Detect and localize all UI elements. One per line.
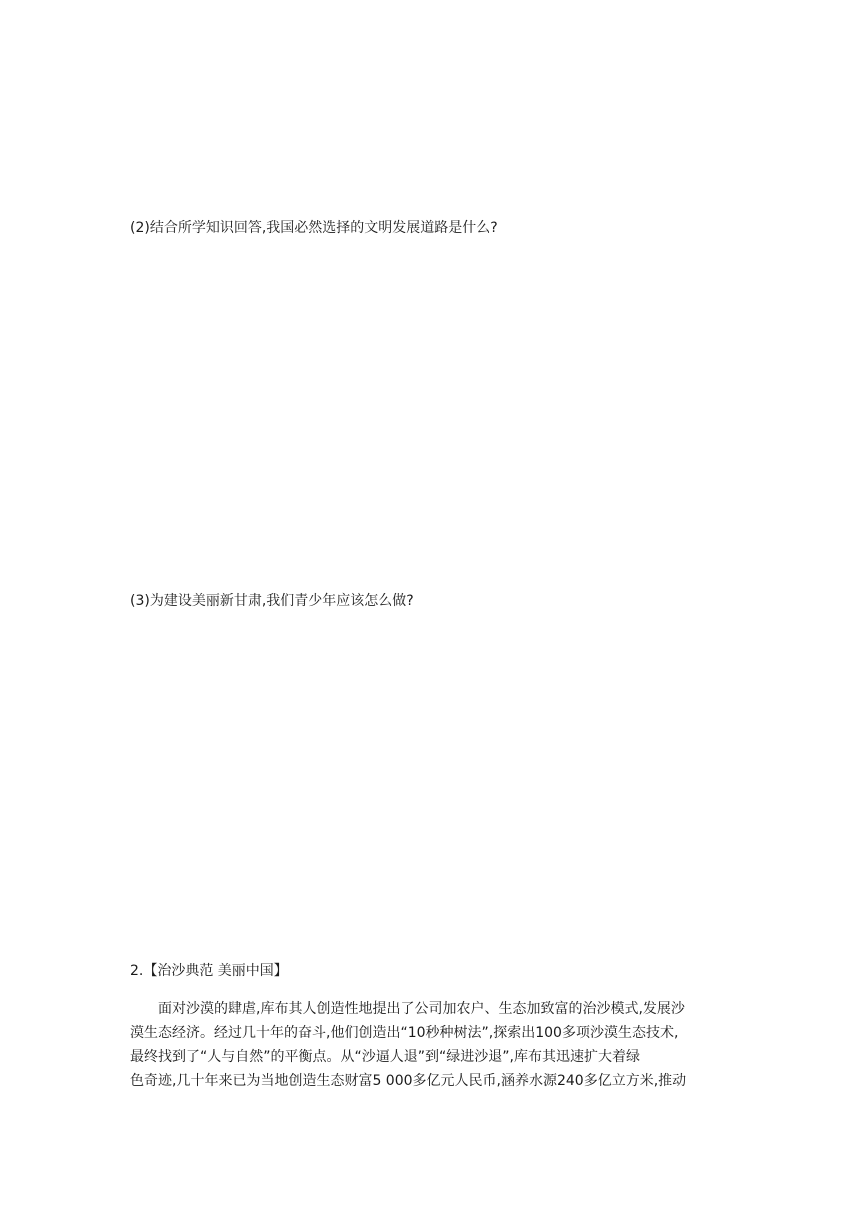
question-2-text: (2)结合所学知识回答,我国必然选择的文明发展道路是什么?: [130, 220, 498, 236]
passage-line: 色奇迹,几十年来已为当地创造生态财富5 000多亿元人民币,涵养水源240多亿立方米,推动: [130, 1073, 687, 1089]
passage-line: 最终找到了“人与自然”的平衡点。从“沙逼人退”到“绿进沙退”,库布其迅速扩大着绿: [130, 1049, 640, 1065]
passage-line: 漠生态经济。经过几十年的奋斗,他们创造出“10秒种树法”,探索出100多项沙漠生态技术,: [130, 1025, 679, 1041]
passage-line: 面对沙漠的肆虐,库布其人创造性地提出了公司加农户、生态加致富的治沙模式,发展沙: [158, 1001, 685, 1017]
question-3-text: (3)为建设美丽新甘肃,我们青少年应该怎么做?: [130, 593, 414, 609]
section-2-heading: 2.【治沙典范 美丽中国】: [130, 963, 288, 979]
section-2-passage: [130, 997, 740, 1093]
